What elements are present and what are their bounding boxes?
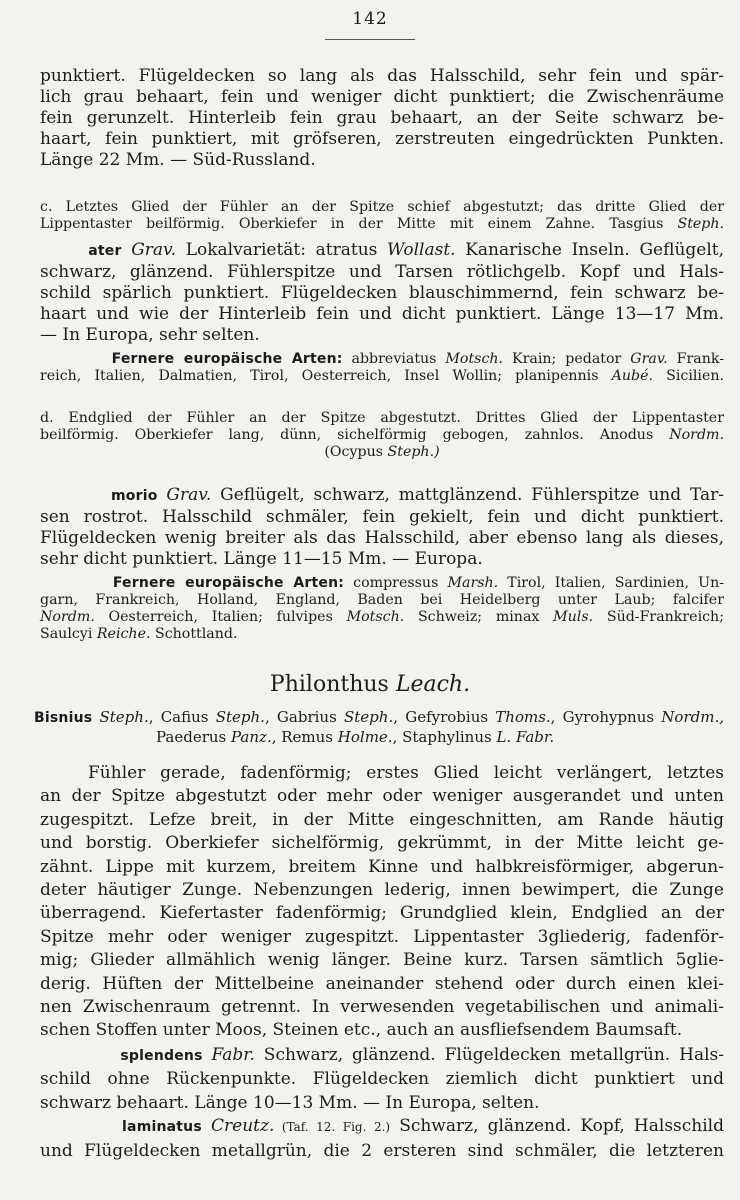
- genus-description: [40, 762, 724, 1043]
- text-line: [40, 427, 724, 444]
- text-span: beilförmig. Oberkiefer lang, dünn, sichelförmig gebogen, zahnlos. Anodus: [40, 427, 654, 443]
- author-name: Aubé.: [611, 368, 654, 384]
- species-name: ater: [88, 243, 122, 259]
- text-line: schwarz, glänzend. Fühlerspitze und Tarsen rötlichgelb. Kopf und Hals-: [40, 262, 724, 282]
- author-name: Motsch.: [346, 609, 405, 625]
- text-line: Spitze mehr oder weniger zugespitzt. Lippentaster 3gliederig, fadenför-: [40, 926, 724, 947]
- text-span: Krain; pedator: [503, 351, 631, 367]
- species-laminatus: [40, 1114, 724, 1163]
- text-span: (Ocypus: [324, 444, 384, 460]
- author-name: Steph.: [344, 708, 394, 726]
- text-span: , Gyrohypnus: [550, 708, 662, 726]
- plate-reference: (Taf. 12. Fig. 2.): [274, 1120, 391, 1134]
- text-line: [34, 728, 724, 747]
- author-name: Marsh.: [447, 575, 499, 591]
- author-name: Panz.: [231, 728, 272, 746]
- page-number: 142: [352, 9, 388, 29]
- species-ater: [40, 240, 724, 346]
- text-span: reich, Italien, Dalmatien, Tirol, Oesterreich, Insel Wollin; planipennis: [40, 368, 612, 384]
- text-line: sehr dicht punktiert. Länge 11—15 Mm. — Europa.: [40, 549, 483, 569]
- text-span: , Gabrius: [264, 708, 344, 726]
- genus-author: Leach.: [395, 672, 471, 697]
- text-line: [40, 368, 724, 385]
- text-line: überragend. Kiefertaster fadenförmig; Grundglied klein, Endglied an der: [40, 903, 724, 924]
- author-name: Motsch.: [445, 351, 504, 367]
- text-span: Schweiz; minax: [404, 609, 554, 625]
- text-line: [40, 575, 724, 592]
- text-span: Schwarz, glänzend. Flügeldecken metallgrün. Hals-: [254, 1045, 725, 1065]
- text-line: deter häutiger Zunge. Nebenzungen lederig, innen bewimpert, die Zunge: [40, 880, 724, 901]
- text-line: mig; Glieder allmählich wenig länger. Beine kurz. Tarsen sämtlich 5glie-: [40, 950, 724, 971]
- species-morio: [40, 485, 724, 570]
- text-line: fein gerunzelt. Hinterleib fein grau behaart, an der Seite schwarz be-: [40, 108, 724, 128]
- text-line: — In Europa, sehr selten.: [40, 325, 260, 345]
- text-line: garn, Frankreich, Holland, England, Baden bei Heidelberg unter Laub; falcifer: [40, 592, 724, 608]
- text-line: an der Spitze abgestutzt oder mehr oder weniger ausgerandet und unten: [40, 786, 724, 807]
- species-name: splendens: [120, 1048, 203, 1064]
- text-line: schwarz behaart. Länge 10—13 Mm. — In Europa, selten.: [40, 1092, 540, 1113]
- text-span: Saulcyi: [40, 626, 97, 642]
- key-d: [40, 410, 724, 461]
- species-name: morio: [111, 488, 158, 504]
- author-name: Fabr.: [211, 1045, 255, 1065]
- text-span: Sicilien.: [653, 368, 725, 384]
- section-label: Fernere europäische Arten:: [112, 575, 345, 591]
- text-line: nen Zwischenraum getrennt. In verwesenden vegetabilischen und animali-: [40, 997, 724, 1018]
- text-span: Frank-: [667, 351, 725, 367]
- text-line: lich grau behaart, fein und weniger dicht punktiert; die Zwischenräume: [40, 87, 724, 107]
- text-line: [40, 1114, 724, 1139]
- author-name: Steph.: [92, 708, 149, 726]
- author-name: Grav.: [630, 351, 668, 367]
- text-span: Süd-Frankreich;: [593, 609, 724, 625]
- text-line: haart, fein punktiert, mit gröfseren, zerstreuten eingedrückten Punkten.: [40, 129, 724, 149]
- text-line: schen Stoffen unter Moos, Steinen etc., auch an ausfliefsendem Baumsaft.: [40, 1020, 683, 1041]
- species-splendens: [40, 1044, 724, 1115]
- text-span: Schottland.: [150, 626, 238, 642]
- text-line: [40, 626, 724, 643]
- paragraph-continuation: [40, 66, 724, 171]
- text-line: Länge 22 Mm. — Süd-Russland.: [40, 150, 316, 170]
- author-name: L. Fabr.: [496, 728, 555, 746]
- text-line: [40, 609, 724, 626]
- species-name: laminatus: [122, 1119, 202, 1135]
- section-label: Fernere europäische Arten:: [111, 351, 343, 367]
- key-c: [40, 199, 724, 233]
- text-line: Fühler gerade, fadenförmig; erstes Glied leicht verlängert, letztes: [88, 763, 724, 783]
- text-span: Lokalvarietät: atratus: [176, 240, 378, 260]
- author-name: Steph.: [215, 708, 265, 726]
- author-name: Muls.: [553, 609, 594, 625]
- text-span: abbreviatus: [342, 351, 446, 367]
- text-line: haart und wie der Hinterleib fein und dicht punktiert. Länge 13—17 Mm.: [40, 304, 724, 324]
- text-line: d. Endglied der Fühler an der Spitze abgestutzt. Drittes Glied der Lippentaster: [40, 410, 724, 426]
- text-line: und Flügeldecken metallgrün, die 2 ersteren sind schmäler, die letzteren: [40, 1141, 724, 1161]
- author-name: Holme.: [337, 728, 393, 746]
- text-line: [40, 1044, 724, 1068]
- text-span: Paederus: [156, 728, 232, 746]
- text-line: punktiert. Flügeldecken so lang als das Halsschild, sehr fein und spär-: [40, 66, 724, 86]
- author-name: Thoms.: [495, 708, 551, 726]
- genus-title: Philonthus: [269, 672, 389, 697]
- further-species-1: [40, 351, 724, 385]
- text-line: Flügeldecken wenig breiter als das Halsschild, aber ebenso lang als dieses,: [40, 528, 724, 548]
- text-line: [34, 708, 724, 728]
- text-span: , Cafius: [148, 708, 216, 726]
- text-line: c. Letztes Glied der Fühler an der Spitze schief abgestutzt; das dritte Glied der: [40, 199, 724, 215]
- genus-synonyms: [34, 708, 724, 747]
- text-span: , Remus: [271, 728, 338, 746]
- text-span: Oesterreich, Italien; fulvipes: [94, 609, 347, 625]
- text-line: und borstig. Oberkiefer sichelförmig, gekrümmt, in der Mitte leicht ge-: [40, 833, 724, 854]
- text-line: zähnt. Lippe mit kurzem, breitem Kinne und halbkreisförmiger, abgerun-: [40, 856, 724, 877]
- author-name: Steph.): [387, 444, 440, 460]
- further-species-2: [40, 575, 724, 643]
- synonym-name: Bisnius: [34, 710, 93, 726]
- text-line: derig. Hüften der Mittelbeine aneinander stehend oder durch einen klei-: [40, 973, 724, 994]
- text-span: , Staphylinus: [392, 728, 497, 746]
- text-span: Schwarz, glänzend. Kopf, Halsschild: [390, 1116, 725, 1136]
- author-name: Wollast.: [387, 240, 456, 260]
- text-span: Geflügelt, schwarz, mattglänzend. Fühlerspitze und Tar-: [211, 485, 724, 505]
- text-line: [40, 444, 724, 461]
- author-name: Reiche.: [96, 626, 151, 642]
- text-line: schild spärlich punktiert. Flügeldecken blauschimmernd, fein schwarz be-: [40, 283, 724, 303]
- text-line: [40, 351, 724, 368]
- text-span: Tirol, Italien, Sardinien, Un-: [498, 575, 725, 591]
- genus-heading: [0, 672, 740, 697]
- author-name: Nordm.: [40, 609, 95, 625]
- text-span: , Gefyrobius: [393, 708, 496, 726]
- text-span: compressus: [344, 575, 448, 591]
- text-line: [40, 485, 724, 507]
- author-name: Grav.: [166, 485, 212, 505]
- text-line: schild ohne Rückenpunkte. Flügeldecken ziemlich dicht punktiert und: [40, 1069, 724, 1090]
- author-name: Steph.: [677, 216, 725, 232]
- author-name: Nordm.,: [661, 708, 724, 726]
- author-name: Creutz.: [211, 1116, 275, 1136]
- text-line: sen rostrot. Halsschild schmäler, fein gekielt, fein und dicht punktiert.: [40, 507, 724, 527]
- author-name: Grav.: [131, 240, 177, 260]
- text-span: Lippentaster beilförmig. Oberkiefer in der Mitte mit einem Zahne. Tasgius: [40, 216, 664, 232]
- text-line: zugespitzt. Lefze breit, in der Mitte eingeschnitten, am Rande häutig: [40, 809, 724, 830]
- text-line: [40, 240, 724, 262]
- text-span: Kanarische Inseln. Geflügelt,: [455, 240, 725, 260]
- author-name: Nordm.: [669, 427, 724, 443]
- text-line: [40, 216, 724, 233]
- header-rule: [325, 39, 415, 40]
